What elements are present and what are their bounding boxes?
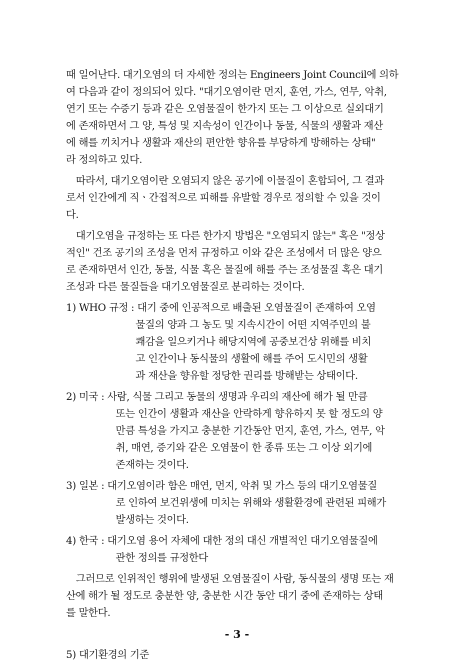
list-item-line: 쾌감을 일으키거나 해당지역에 공중보건상 위해를 비치 <box>66 337 372 348</box>
list-item-line: 발생하는 것이다. <box>66 515 189 526</box>
text-line: 여 다음과 같이 정의되어 있다. "대기오염이란 먼지, 훈연, 가스, 연무, 악취, <box>66 87 387 98</box>
text-line: 대기오염을 규정하는 또 다른 한가지 방법은 "오염되지 않는" 혹은 "정상 <box>66 231 385 242</box>
list-item-line: 취, 매연, 증기와 같은 오염물이 한 종류 또는 그 이상 외기에 <box>66 443 373 454</box>
text-line: 다. <box>66 210 79 221</box>
section-heading: 5) 대기환경의 기준 <box>66 650 150 661</box>
text-line: 조성과 다른 물질들을 대기오염물질로 분리하는 것이다. <box>66 282 305 293</box>
list-item-line: 존재하는 것이다. <box>66 460 189 471</box>
list-item-line: 3) 일본 : 대기오염이라 함은 매연, 먼지, 악취 및 가스 등의 대기오염물질 <box>66 481 377 492</box>
list-item-line: 관한 정의를 규정한다 <box>66 553 208 564</box>
text-line: 라 정의하고 있다. <box>66 155 143 166</box>
list-item-line: 또는 인간이 생활과 재산을 안락하게 향유하지 못 할 정도의 양 <box>66 409 383 420</box>
text-line: 때 일어난다. 대기오염의 더 자세한 정의는 Engineers Joint Council에 의하 <box>66 70 399 81</box>
text-line: 로 존재하면서 인간, 동물, 식물 혹은 물질에 해를 주는 조성물질 혹은 대기 <box>66 265 383 276</box>
text-line: 따라서, 대기오염이란 오염되지 않은 공기에 이물질이 혼합되어, 그 결과 <box>66 176 384 187</box>
list-item-line: 과 재산을 향유할 정당한 권리를 방해받는 상태이다. <box>66 371 358 382</box>
text-line: 연기 또는 수증기 등과 같은 오염물질이 한가지 또는 그 이상으로 실외대기 <box>66 104 384 115</box>
list-item-line: 1) WHO 규정 : 대기 중에 인공적으로 배출된 오염물질이 존재하여 오염 <box>66 303 376 314</box>
text-line: 에 존재하면서 그 양, 특성 및 지속성이 인간이나 동물, 식물의 생활과 재산 <box>66 121 383 132</box>
text-line: 로서 인간에게 직ㆍ간접적으로 피해를 유발할 경우로 정의할 수 있을 것이 <box>66 193 381 204</box>
text-line: 를 말한다. <box>66 608 111 619</box>
list-item-line: 4) 한국 : 대기오염 용어 자체에 대한 정의 대신 개별적인 대기오염물질에 <box>66 536 378 547</box>
text-line: 에 해를 끼치거나 생활과 재산의 편안한 향유를 부당하게 방해하는 상태" <box>66 138 376 149</box>
text-line: 적인" 건조 공기의 조성을 먼저 규정하고 이와 같은 조성에서 더 많은 양으 <box>66 248 382 259</box>
list-item-line: 로 인하여 보건위생에 미치는 위해와 생활환경에 관련된 피해가 <box>66 498 386 509</box>
text-line: 그러므로 인위적인 행위에 발생된 오염물질이 사람, 동식물의 생명 또는 재 <box>66 574 394 585</box>
list-item-line: 만큼 특성을 가지고 충분한 기간동안 먼지, 훈연, 가스, 연무, 악 <box>66 426 385 437</box>
page-number: - 3 - <box>224 628 250 641</box>
text-line: 산에 해가 될 정도로 충분한 양, 충분한 시간 동안 대기 중에 존재하는 상태 <box>66 591 383 602</box>
list-item-line: 2) 미국 : 사람, 식물 그리고 동물의 생명과 우리의 재산에 해가 될 만큼 <box>66 392 368 403</box>
list-item-line: 고 인간이나 동식물의 생활에 해를 주어 도시민의 생활 <box>66 354 368 365</box>
list-item-line: 물질의 양과 그 농도 및 지속시간이 어떤 지역주민의 불 <box>66 320 371 331</box>
